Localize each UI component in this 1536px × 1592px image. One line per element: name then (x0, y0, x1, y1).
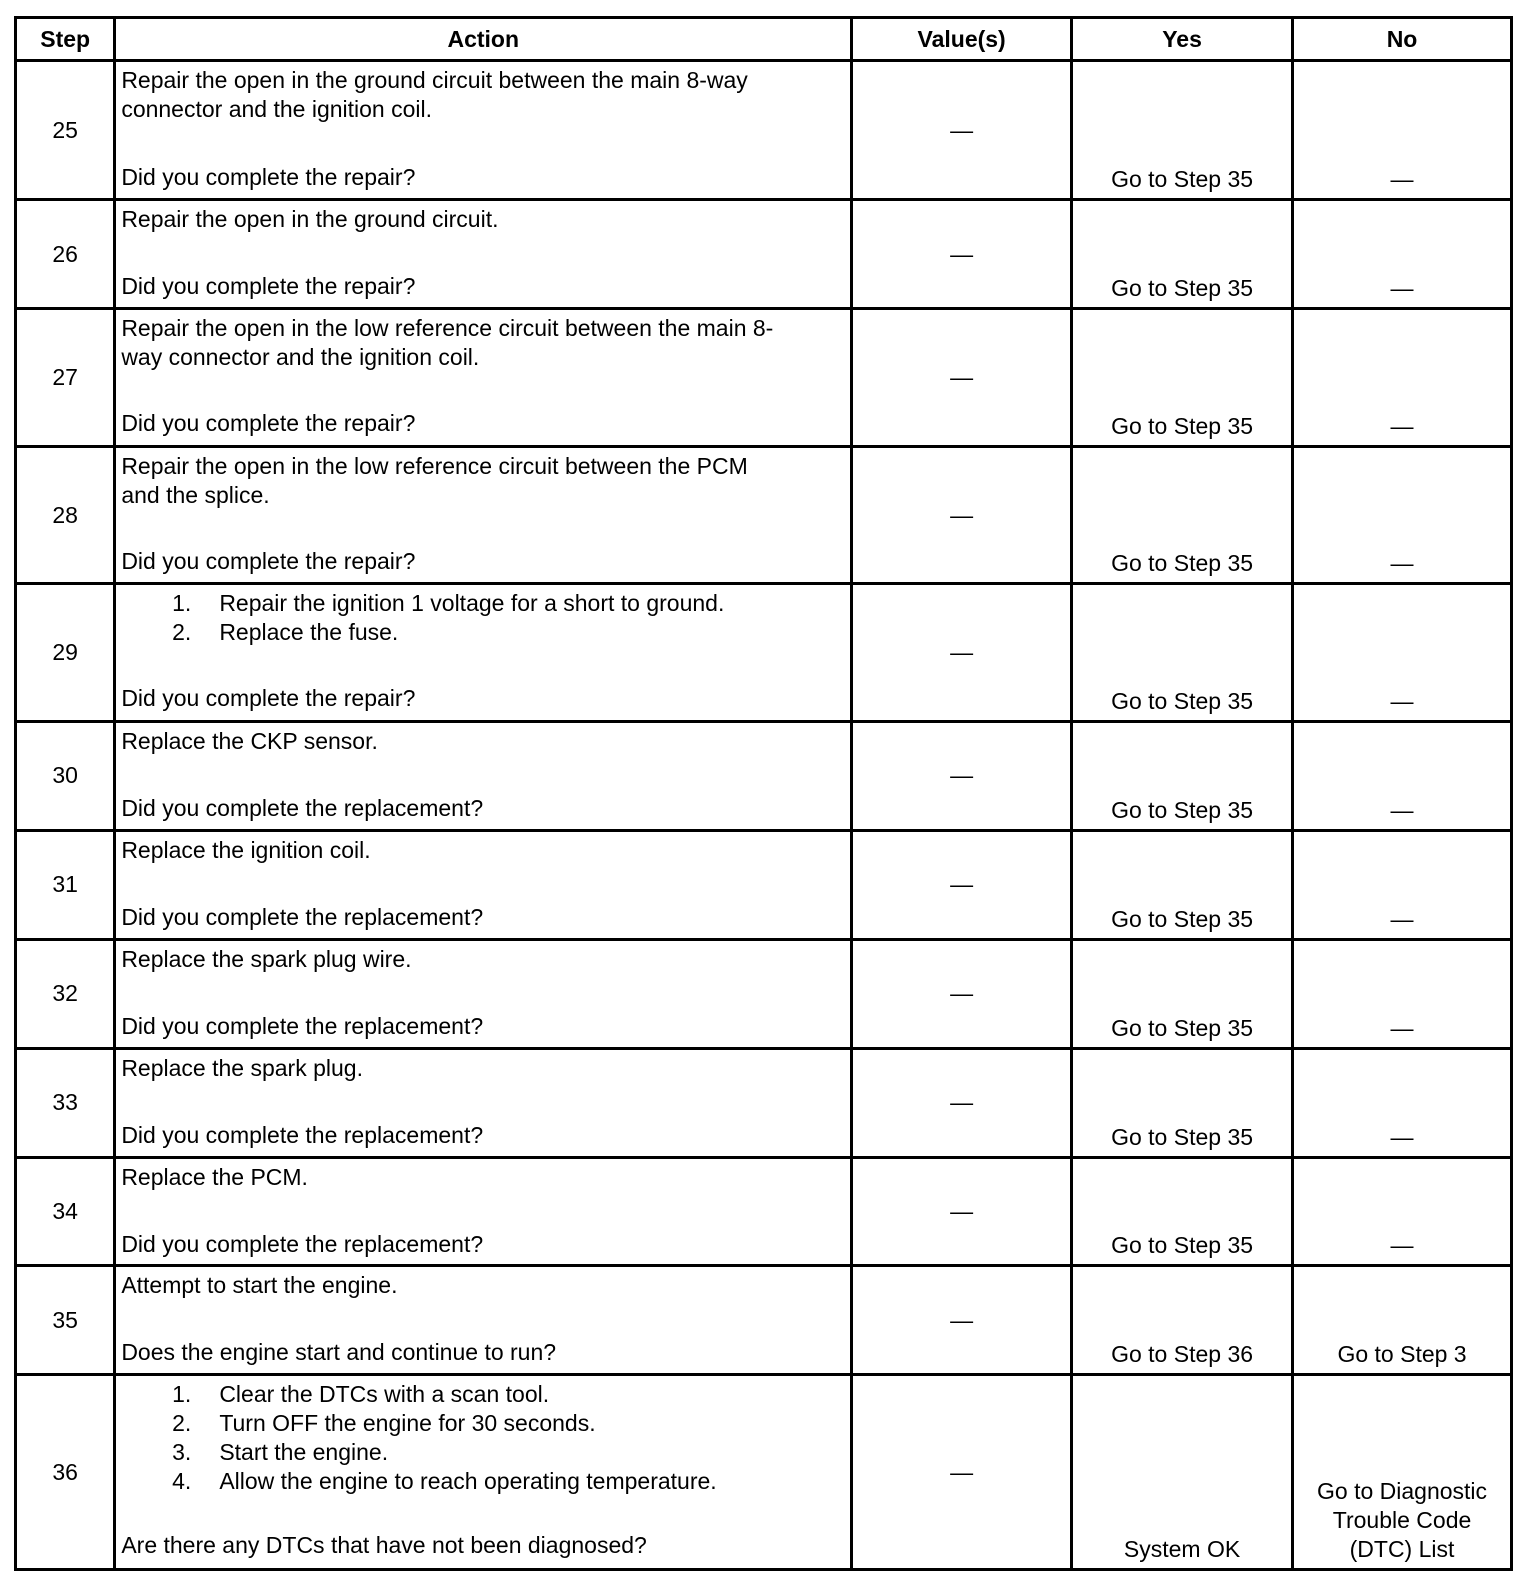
step-number: 33 (16, 1048, 115, 1157)
list-item-text: Clear the DTCs with a scan tool. (219, 1381, 550, 1408)
action-cell (115, 584, 852, 721)
action-question: Does the engine start and continue to run? (121, 1339, 557, 1366)
action-cell (115, 446, 852, 583)
action-cell (115, 309, 852, 446)
action-cell (115, 1157, 852, 1266)
no-cell: — (1293, 1157, 1512, 1266)
yes-cell: Go to Step 35 (1072, 61, 1293, 200)
value-cell: — (852, 1157, 1072, 1266)
action-cell (115, 200, 852, 309)
action-instructions (121, 589, 846, 647)
header-yes: Yes (1072, 18, 1293, 61)
table-row (16, 1048, 1512, 1157)
action-cell (115, 1048, 852, 1157)
yes-cell: Go to Step 35 (1072, 584, 1293, 721)
value-cell: — (852, 721, 1072, 830)
action-line: Replace the PCM. (121, 1163, 308, 1190)
value-cell: — (852, 1048, 1072, 1157)
action-line: Repair the open in the ground circuit between the main 8-way (121, 67, 748, 93)
action-line: Repair the open in the low reference circuit between the main 8- (121, 315, 774, 342)
table-row (16, 1375, 1512, 1570)
header-values: Value(s) (852, 18, 1072, 61)
action-line: Replace the CKP sensor. (121, 727, 378, 754)
no-cell (1293, 1375, 1512, 1570)
header-no: No (1293, 18, 1512, 61)
no-cell: — (1293, 1048, 1512, 1157)
action-line: Repair the open in the ground circuit. (121, 206, 499, 233)
no-cell-line: Go to Diagnostic (1317, 1478, 1488, 1504)
action-steps-list (121, 589, 846, 647)
action-cell (115, 1375, 852, 1570)
step-number: 32 (16, 939, 115, 1048)
action-steps-list (121, 1380, 846, 1496)
header-row (16, 18, 1512, 61)
value-cell: — (852, 1375, 1072, 1570)
action-question: Did you complete the repair? (121, 410, 416, 437)
action-instructions (121, 205, 846, 234)
no-cell: — (1293, 309, 1512, 446)
table-row (16, 200, 1512, 309)
action-instructions (121, 945, 846, 974)
no-cell-line: Trouble Code (1332, 1507, 1472, 1533)
action-cell (115, 939, 852, 1048)
yes-cell: Go to Step 35 (1072, 446, 1293, 583)
action-instructions (121, 836, 846, 865)
yes-cell: Go to Step 35 (1072, 1048, 1293, 1157)
action-question: Did you complete the repair? (121, 273, 416, 300)
list-item-number: 2. (172, 619, 192, 646)
value-cell: — (852, 830, 1072, 939)
no-cell-line: (DTC) List (1349, 1536, 1455, 1562)
step-number: 26 (16, 200, 115, 309)
no-cell: Go to Step 3 (1293, 1266, 1512, 1375)
action-line: way connector and the ignition coil. (121, 344, 480, 371)
action-question: Did you complete the repair? (121, 164, 416, 190)
step-number: 31 (16, 830, 115, 939)
step-number: 35 (16, 1266, 115, 1375)
list-item-text: Allow the engine to reach operating temperature. (219, 1468, 717, 1495)
step-number: 25 (16, 61, 115, 200)
table-row (16, 61, 1512, 200)
no-cell: — (1293, 939, 1512, 1048)
action-question: Did you complete the replacement? (121, 1230, 484, 1257)
list-item-text: Turn OFF the engine for 30 seconds. (219, 1410, 596, 1437)
list-item-number: 4. (172, 1468, 192, 1495)
step-number: 36 (16, 1375, 115, 1570)
header-step: Step (16, 18, 115, 61)
list-item (121, 618, 846, 647)
yes-cell: Go to Step 35 (1072, 721, 1293, 830)
step-number: 30 (16, 721, 115, 830)
action-question: Did you complete the repair? (121, 547, 416, 574)
yes-cell: Go to Step 35 (1072, 309, 1293, 446)
action-cell (115, 1266, 852, 1375)
yes-cell: Go to Step 35 (1072, 830, 1293, 939)
action-question: Did you complete the replacement? (121, 794, 484, 821)
table-row (16, 939, 1512, 1048)
value-cell: — (852, 61, 1072, 200)
action-line: connector and the ignition coil. (121, 96, 433, 122)
table-row (16, 584, 1512, 721)
action-question: Did you complete the repair? (121, 685, 416, 712)
step-number: 28 (16, 446, 115, 583)
action-line: Repair the open in the low reference circuit between the PCM (121, 452, 748, 479)
table-row (16, 309, 1512, 446)
list-item-number: 3. (172, 1439, 192, 1466)
action-cell (115, 721, 852, 830)
no-cell: — (1293, 446, 1512, 583)
table-row (16, 1157, 1512, 1266)
yes-cell: Go to Step 35 (1072, 1157, 1293, 1266)
action-cell (115, 830, 852, 939)
action-instructions (121, 1163, 846, 1192)
action-line: Replace the spark plug. (121, 1054, 363, 1081)
list-item-text: Replace the fuse. (219, 619, 399, 646)
value-cell: — (852, 446, 1072, 583)
no-cell: — (1293, 200, 1512, 309)
value-cell: — (852, 939, 1072, 1048)
action-cell (115, 61, 852, 200)
header-action: Action (115, 18, 852, 61)
table-row (16, 1266, 1512, 1375)
yes-cell: System OK (1072, 1375, 1293, 1570)
action-instructions (121, 314, 846, 372)
list-item-text: Start the engine. (219, 1439, 389, 1466)
no-cell: — (1293, 830, 1512, 939)
no-cell: — (1293, 61, 1512, 200)
list-item (121, 1438, 846, 1467)
table-row (16, 830, 1512, 939)
no-cell: — (1293, 584, 1512, 721)
value-cell: — (852, 584, 1072, 721)
no-cell: — (1293, 721, 1512, 830)
list-item-number: 2. (172, 1410, 192, 1437)
list-item (121, 1409, 846, 1438)
action-instructions (121, 1054, 846, 1083)
list-item (121, 589, 846, 618)
action-question: Did you complete the replacement? (121, 1121, 484, 1148)
table-row (16, 446, 1512, 583)
action-instructions (121, 727, 846, 756)
action-question: Did you complete the replacement? (121, 1012, 484, 1039)
diagnostic-table (14, 16, 1513, 1571)
step-number: 29 (16, 584, 115, 721)
action-question: Did you complete the replacement? (121, 903, 484, 930)
value-cell: — (852, 200, 1072, 309)
step-number: 27 (16, 309, 115, 446)
action-line: Replace the spark plug wire. (121, 945, 412, 972)
list-item-text: Repair the ignition 1 voltage for a short to ground. (219, 590, 725, 617)
list-item (121, 1467, 846, 1496)
value-cell: — (852, 1266, 1072, 1375)
table-row (16, 721, 1512, 830)
list-item (121, 1380, 846, 1409)
yes-cell: Go to Step 36 (1072, 1266, 1293, 1375)
action-instructions (121, 1271, 846, 1300)
step-number: 34 (16, 1157, 115, 1266)
action-line: and the splice. (121, 481, 270, 508)
yes-cell: Go to Step 35 (1072, 939, 1293, 1048)
list-item-number: 1. (172, 1381, 192, 1408)
action-line: Replace the ignition coil. (121, 836, 371, 863)
action-question: Are there any DTCs that have not been diagnosed? (121, 1532, 647, 1559)
list-item-number: 1. (172, 590, 192, 617)
action-instructions (121, 1380, 846, 1496)
action-instructions (121, 452, 846, 510)
action-instructions (121, 66, 846, 124)
action-line: Attempt to start the engine. (121, 1272, 398, 1299)
value-cell: — (852, 309, 1072, 446)
yes-cell: Go to Step 35 (1072, 200, 1293, 309)
